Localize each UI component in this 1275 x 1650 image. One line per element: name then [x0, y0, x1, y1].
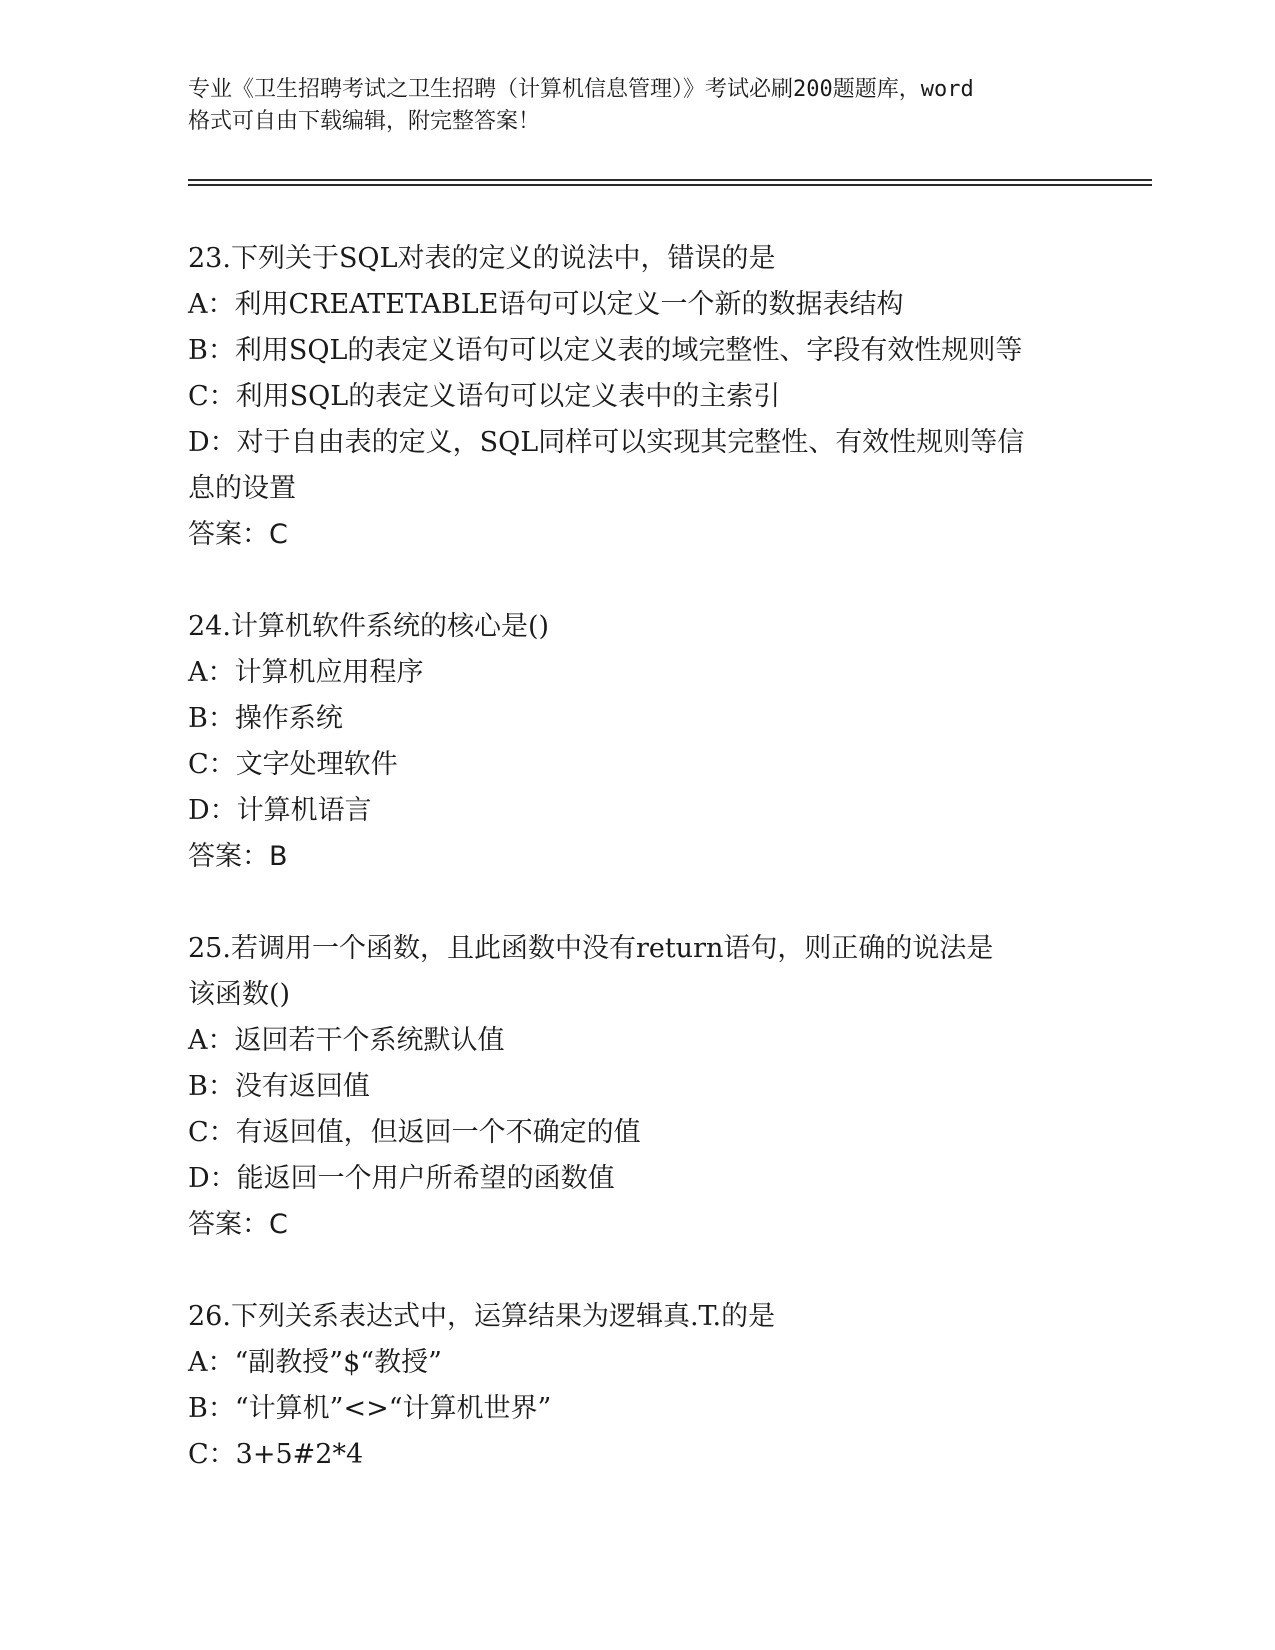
answer-option: D：对于自由表的定义，SQL同样可以实现其完整性、有效性规则等信 [188, 427, 1025, 458]
question-list [188, 236, 1108, 1524]
question-stem: 该函数() [188, 979, 291, 1010]
answer-option: A：利用CREATETABLE语句可以定义一个新的数据表结构 [188, 289, 904, 320]
question-stem: 25.若调用一个函数，且此函数中没有return语句，则正确的说法是 [188, 933, 994, 964]
answer-option: C：3+5#2*4 [188, 1439, 364, 1470]
answer-option: B：没有返回值 [188, 1071, 370, 1102]
question-block [188, 604, 1108, 880]
answer-key: 答案：C [188, 1209, 288, 1240]
answer-option: B：操作系统 [188, 703, 343, 734]
answer-key: 答案：C [188, 519, 288, 550]
answer-option: A：计算机应用程序 [188, 657, 424, 688]
question-block [188, 236, 1108, 558]
answer-key: 答案：B [188, 841, 288, 872]
answer-option: A：“副教授”$“教授” [188, 1347, 442, 1378]
question-block [188, 926, 1108, 1248]
answer-option: D：能返回一个用户所希望的函数值 [188, 1163, 615, 1194]
answer-option: C：有返回值，但返回一个不确定的值 [188, 1117, 641, 1148]
question-block [188, 1294, 1108, 1478]
header-line-1: 专业《卫生招聘考试之卫生招聘（计算机信息管理）》考试必刷200题题库，word [188, 77, 974, 102]
answer-option: A：返回若干个系统默认值 [188, 1025, 505, 1056]
question-stem: 23.下列关于SQL对表的定义的说法中，错误的是 [188, 243, 776, 274]
header-line-2: 格式可自由下载编辑，附完整答案！ [188, 109, 541, 134]
answer-option: 息的设置 [188, 473, 296, 504]
question-stem: 24.计算机软件系统的核心是() [188, 611, 550, 642]
header-divider-bottom [188, 184, 1152, 186]
answer-option: D：计算机语言 [188, 795, 372, 826]
answer-option: B：利用SQL的表定义语句可以定义表的域完整性、字段有效性规则等 [188, 335, 1023, 366]
answer-option: B：“计算机”<>“计算机世界” [188, 1393, 552, 1424]
answer-option: C：利用SQL的表定义语句可以定义表中的主索引 [188, 381, 781, 412]
question-stem: 26.下列关系表达式中，运算结果为逻辑真.T.的是 [188, 1301, 776, 1332]
answer-option: C：文字处理软件 [188, 749, 398, 780]
header-divider-top [188, 179, 1152, 181]
document-header [188, 74, 1088, 138]
